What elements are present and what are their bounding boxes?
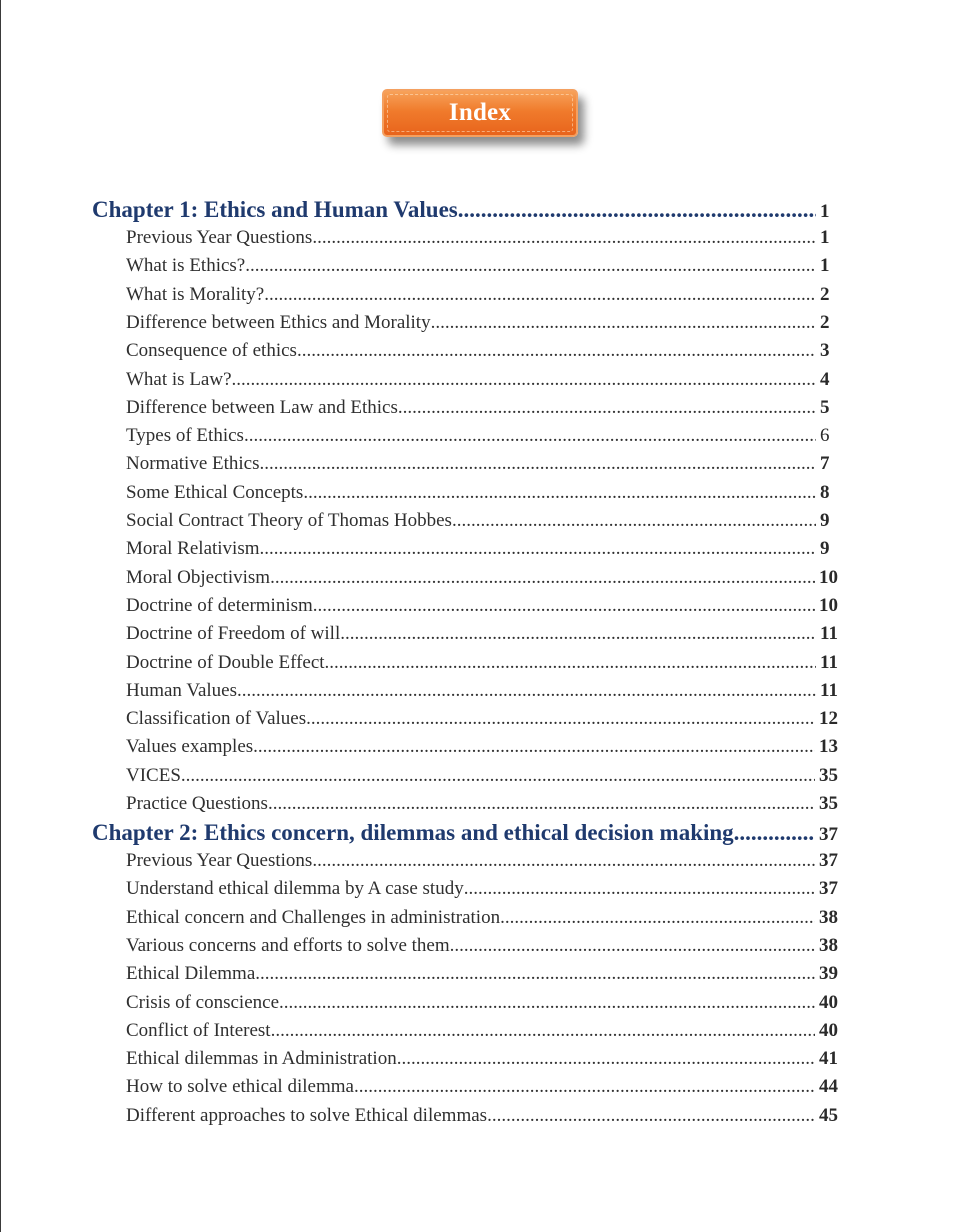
toc-entry-row	[126, 312, 838, 334]
toc-entry-title: Doctrine of Freedom of will	[126, 623, 341, 645]
toc-page-number: 38	[819, 906, 838, 928]
toc-entry-title: Human Values	[126, 679, 237, 701]
toc-entry-title: Various concerns and efforts to solve them	[126, 934, 450, 956]
toc-page-number: 9	[820, 538, 830, 560]
toc-entry-title: Some Ethical Concepts	[126, 481, 304, 503]
dot-leader	[398, 397, 816, 419]
toc-entry-title: Moral Objectivism	[126, 566, 271, 588]
dot-leader	[270, 567, 815, 589]
dot-leader	[264, 284, 816, 306]
toc-page-number: 44	[819, 1076, 838, 1098]
dot-leader	[260, 538, 816, 560]
toc-entry-title: How to solve ethical dilemma	[126, 1076, 354, 1098]
dot-leader	[181, 765, 815, 787]
toc-entry-row	[126, 482, 838, 504]
toc-entry-row	[126, 736, 838, 758]
toc-entry-title: Social Contract Theory of Thomas Hobbes	[126, 510, 452, 531]
toc-page-number: 13	[819, 736, 838, 758]
toc-entry-row	[126, 1105, 838, 1127]
toc-page-number: 37	[819, 824, 838, 845]
dot-leader	[500, 907, 815, 929]
toc-entry-title: Conflict of Interest	[126, 1019, 271, 1041]
toc-entry-title: What is Law?	[126, 368, 232, 390]
toc-entry-row	[126, 708, 838, 730]
toc-entry-title: Difference between Ethics and Morality	[126, 311, 431, 333]
toc-entry-row	[126, 538, 838, 560]
toc-page-number: 12	[819, 708, 838, 730]
toc-entry-row	[126, 397, 838, 419]
toc-entry-title: Ethical Dilemma	[126, 963, 256, 985]
toc-page-number: 1	[820, 255, 830, 277]
toc-entry-row	[126, 1020, 838, 1042]
toc-page-number: 35	[819, 764, 838, 786]
toc-entry-title: Crisis of conscience	[126, 991, 280, 1013]
dot-leader	[244, 425, 816, 447]
dot-leader	[397, 1048, 815, 1070]
toc-entry-row	[126, 255, 838, 277]
toc-page-number: 37	[819, 850, 838, 871]
toc-page-number: 9	[820, 510, 830, 531]
toc-entry-title: Moral Relativism	[126, 538, 260, 560]
index-title: Index	[448, 99, 512, 126]
toc-page-number: 41	[819, 1048, 838, 1070]
toc-page-number: 10	[819, 594, 838, 616]
toc-entry-title: Difference between Law and Ethics	[126, 396, 398, 418]
toc-entry-title: Doctrine of Double Effect	[126, 651, 325, 673]
toc-chapter-row	[92, 197, 838, 223]
dot-leader	[458, 197, 816, 223]
toc-entry-row	[126, 878, 838, 900]
toc-entry-title: Practice Questions	[126, 793, 268, 814]
toc-entry-row	[126, 680, 838, 702]
dot-leader	[232, 369, 816, 391]
toc-entry-row	[126, 510, 838, 532]
page-edge-line	[0, 0, 1, 1232]
toc-page-number: 40	[819, 991, 838, 1013]
dot-leader	[306, 708, 815, 730]
toc-chapter-title: Chapter 1: Ethics and Human Values	[92, 197, 458, 222]
dot-leader	[297, 340, 816, 362]
toc-page-number: 40	[819, 1019, 838, 1041]
dot-leader	[464, 878, 815, 900]
toc-page-number: 10	[819, 566, 838, 588]
dot-leader	[303, 482, 816, 504]
toc-entry-title: What is Ethics?	[126, 255, 246, 277]
toc-page-number: 35	[819, 793, 838, 814]
dot-leader	[312, 227, 816, 249]
toc-page-number: 39	[819, 963, 838, 985]
toc-page-number: 2	[820, 283, 830, 305]
toc-page-number: 1	[820, 227, 830, 248]
dot-leader	[313, 595, 815, 617]
toc-entry-title: Normative Ethics	[126, 453, 260, 475]
toc-page-number: 5	[820, 396, 830, 418]
toc-entry-title: Consequence of ethics	[126, 340, 297, 362]
index-title-badge	[382, 89, 578, 137]
toc-page-number: 4	[820, 368, 830, 390]
dot-leader	[255, 963, 815, 985]
toc-entry-title: What is Morality?	[126, 283, 265, 305]
dot-leader	[237, 680, 816, 702]
dot-leader	[354, 1076, 815, 1098]
dot-leader	[734, 820, 815, 846]
toc-page-number: 38	[819, 934, 838, 956]
dot-leader	[245, 255, 816, 277]
toc-entry-row	[126, 1048, 838, 1070]
toc-entry-title: Ethical dilemmas in Administration	[126, 1048, 397, 1070]
toc-entry-title: Different approaches to solve Ethical dilemmas	[126, 1104, 488, 1126]
toc-entry-row	[126, 652, 838, 674]
toc-entry-row	[126, 623, 838, 645]
toc-page-number: 45	[819, 1104, 838, 1126]
toc-entry-title: Doctrine of determinism	[126, 594, 313, 616]
dot-leader	[452, 510, 816, 532]
dot-leader	[279, 992, 815, 1014]
toc-entry-row	[126, 369, 838, 391]
toc-entry-row	[126, 793, 838, 815]
toc-entry-row	[126, 453, 838, 475]
toc-page-number: 7	[820, 453, 830, 475]
toc-page-number: 6	[820, 425, 830, 447]
toc-page-number: 2	[820, 311, 830, 333]
toc-entry-row	[126, 567, 838, 589]
toc-entry-title: Ethical concern and Challenges in administration	[126, 906, 501, 928]
toc-entry-title: Previous Year Questions	[126, 850, 313, 871]
toc-entry-title: Previous Year Questions	[126, 227, 313, 248]
toc-page-number: 11	[820, 651, 838, 673]
toc-page-number: 37	[819, 878, 838, 900]
dot-leader	[271, 1020, 815, 1042]
toc-entry-row	[126, 907, 838, 929]
toc-entry-row	[126, 227, 838, 249]
toc-entry-row	[126, 765, 838, 787]
dot-leader	[253, 736, 815, 758]
dot-leader	[340, 623, 816, 645]
toc-chapter-row	[92, 820, 838, 846]
toc-entry-row	[126, 425, 838, 447]
toc-entry-row	[126, 850, 838, 872]
toc-page-number: 3	[820, 340, 830, 362]
dot-leader	[268, 793, 815, 815]
toc-entry-title: Values examples	[126, 736, 254, 758]
dot-leader	[431, 312, 816, 334]
dot-leader	[325, 652, 816, 674]
toc-entry-title: VICES	[126, 764, 181, 786]
toc-entry-row	[126, 340, 838, 362]
dot-leader	[260, 453, 817, 475]
dot-leader	[487, 1105, 815, 1127]
toc-entry-title: Classification of Values	[126, 708, 307, 730]
toc-entry-title: Types of Ethics	[126, 425, 244, 447]
toc-page-number: 1	[820, 201, 830, 222]
toc-entry-row	[126, 935, 838, 957]
toc-entry-row	[126, 992, 838, 1014]
dot-leader	[312, 850, 815, 872]
toc-entry-row	[126, 1076, 838, 1098]
toc-entry-row	[126, 963, 838, 985]
toc-entry-row	[126, 284, 838, 306]
toc-entry-row	[126, 595, 838, 617]
toc-entry-title: Understand ethical dilemma by A case study	[126, 878, 464, 900]
toc-chapter-title: Chapter 2: Ethics concern, dilemmas and ethical decision making	[92, 820, 734, 845]
toc-page-number: 11	[820, 679, 838, 701]
toc-page-number: 11	[820, 623, 838, 645]
toc-page-number: 8	[820, 481, 830, 503]
dot-leader	[450, 935, 815, 957]
